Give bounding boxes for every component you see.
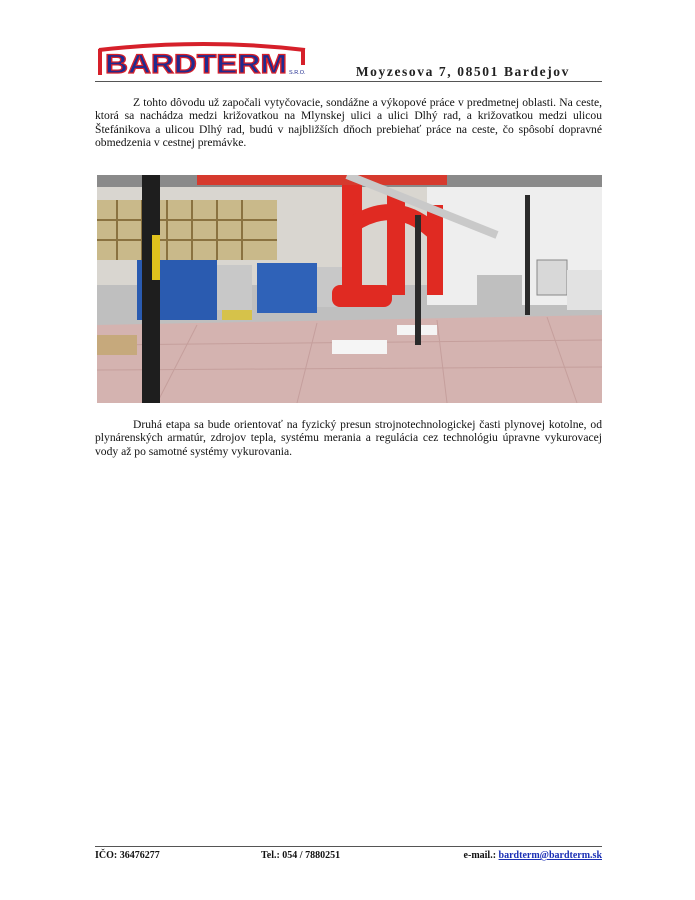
svg-text:S.R.O.: S.R.O. [289,70,306,76]
bardterm-logo [95,40,315,80]
company-id: IČO: 36476277 [95,850,160,861]
footer-divider [95,846,602,847]
letterhead [95,38,602,82]
boiler-room-photo [97,175,602,403]
header-divider [95,81,602,82]
company-address: Moyzesova 7, 08501 Bardejov [355,64,570,79]
svg-text:BARDTERM: BARDTERM [105,49,287,79]
footer [95,850,602,864]
body-paragraph-1: Z tohto dôvodu už započali vytyčovacie, sondážne a výkopové práce v predmetnej oblasti. Na ceste, ktorá sa nachádza medzi križovatkou na Mlynskej ulici a ulici Dlhý rad, a križovatkou medzi ulicou Štefánikova a ulicou Dlhý rad, budú v najbližších dňoch prebiehať práce na ceste, čo spôsobí dopravné obmedzenia v cestnej premávke. [95,96,602,150]
body-paragraph-2: Druhá etapa sa bude orientovať na fyzický presun strojnotechnologickej časti plynovej kotolne, od plynárenských armatúr, zdrojov tepla, systému merania a regulácia cez technológiu úpravne vykurovacej vody až po samotné systémy vykurovania. [95,418,602,458]
company-email-block [464,850,602,861]
email-link[interactable]: bardterm@bardterm.sk [498,850,602,861]
company-phone: Tel.: 054 / 7880251 [261,850,341,861]
email-label: e-mail.: [463,850,497,861]
